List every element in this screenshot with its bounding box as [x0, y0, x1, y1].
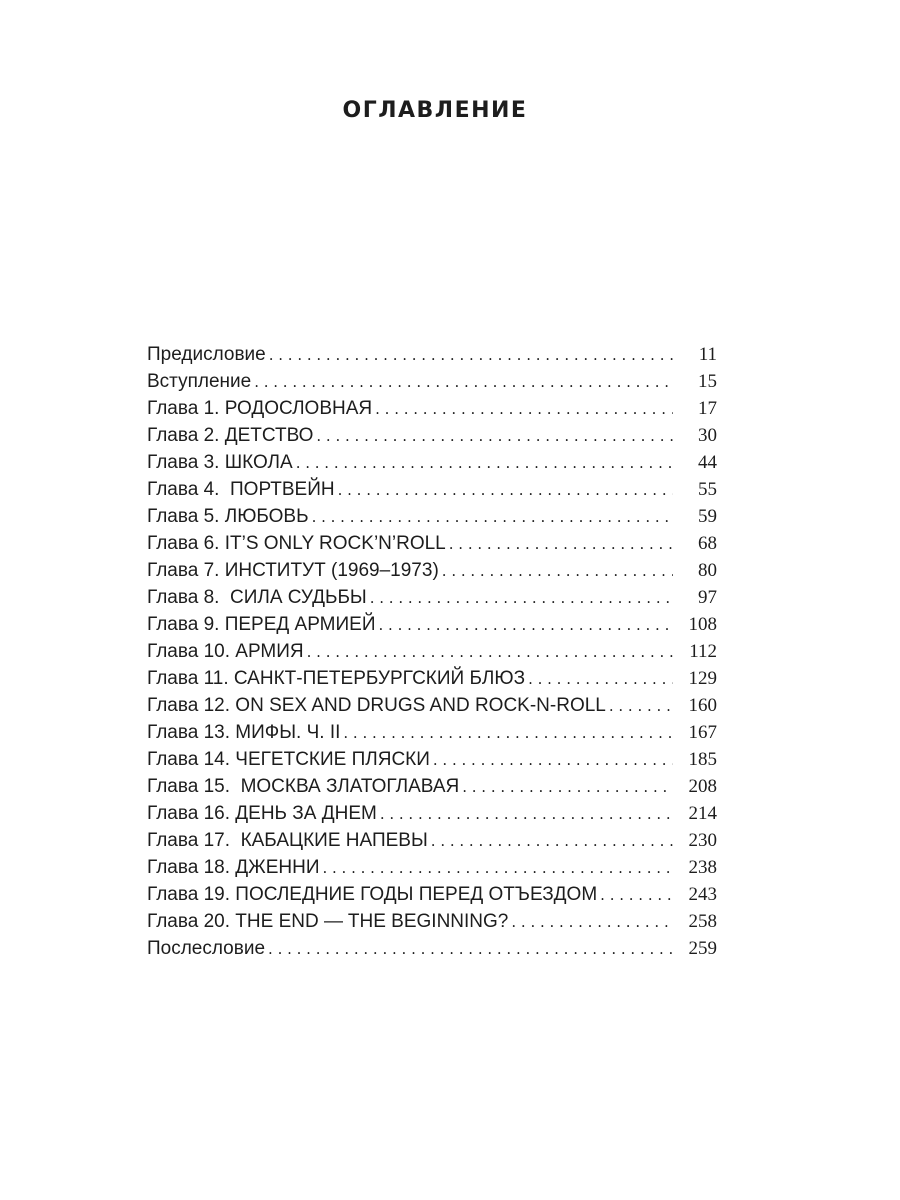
toc-entry-page-number: 243 — [688, 884, 717, 905]
toc-entry-page-number: 55 — [698, 479, 717, 500]
toc-entry[interactable] — [147, 395, 717, 422]
toc-entry-title: Глава 11. САНКТ-ПЕТЕРБУРГСКИЙ БЛЮЗ — [147, 668, 526, 689]
toc-entry-page-number: 238 — [688, 857, 717, 878]
toc-entry-page-number: 15 — [698, 371, 717, 392]
toc-entry-page-number: 97 — [698, 587, 717, 608]
toc-entry[interactable] — [147, 719, 717, 746]
toc-list — [147, 341, 717, 962]
toc-entry-page-number: 68 — [698, 533, 717, 554]
toc-entry-title: Глава 1. РОДОСЛОВНАЯ — [147, 398, 373, 419]
dot-leader — [442, 558, 673, 585]
dot-leader — [380, 801, 673, 828]
page-title: ОГЛАВЛЕНИЕ — [342, 98, 528, 123]
toc-entry[interactable] — [147, 341, 717, 368]
toc-entry-title: Глава 3. ШКОЛА — [147, 452, 293, 473]
dot-leader — [370, 585, 673, 612]
dot-leader — [254, 369, 673, 396]
toc-entry[interactable] — [147, 800, 717, 827]
dot-leader — [449, 531, 673, 558]
dot-leader — [316, 423, 673, 450]
dot-leader — [268, 936, 673, 963]
toc-entry-title: Глава 7. ИНСТИТУТ (1969–1973) — [147, 560, 439, 581]
toc-entry-title: Глава 6. IT’S ONLY ROCK’N’ROLL — [147, 533, 446, 554]
toc-entry-page-number: 112 — [689, 641, 717, 662]
dot-leader — [312, 504, 673, 531]
toc-entry-page-number: 108 — [688, 614, 717, 635]
toc-entry[interactable] — [147, 422, 717, 449]
toc-entry[interactable] — [147, 935, 717, 962]
toc-entry-title: Глава 5. ЛЮБОВЬ — [147, 506, 309, 527]
toc-entry-page-number: 44 — [698, 452, 717, 473]
toc-entry-page-number: 80 — [698, 560, 717, 581]
toc-entry-page-number: 230 — [688, 830, 717, 851]
toc-entry-title: Глава 16. ДЕНЬ ЗА ДНЕМ — [147, 803, 377, 824]
toc-entry-title: Глава 18. ДЖЕННИ — [147, 857, 320, 878]
toc-entry[interactable] — [147, 881, 717, 908]
dot-leader — [338, 477, 673, 504]
toc-entry-page-number: 17 — [698, 398, 717, 419]
toc-entry[interactable] — [147, 611, 717, 638]
toc-entry-title: Глава 17. КАБАЦКИЕ НАПЕВЫ — [147, 830, 428, 851]
toc-entry-title: Глава 10. АРМИЯ — [147, 641, 304, 662]
toc-entry-page-number: 167 — [688, 722, 717, 743]
toc-entry-page-number: 214 — [688, 803, 717, 824]
toc-entry-title: Глава 13. МИФЫ. Ч. II — [147, 722, 341, 743]
dot-leader — [609, 693, 673, 720]
toc-entry[interactable] — [147, 476, 717, 503]
dot-leader — [511, 909, 673, 936]
toc-entry-title: Глава 19. ПОСЛЕДНИЕ ГОДЫ ПЕРЕД ОТЪЕЗДОМ — [147, 884, 598, 905]
toc-entry-title: Глава 14. ЧЕГЕТСКИЕ ПЛЯСКИ — [147, 749, 430, 770]
toc-entry-page-number: 11 — [698, 344, 717, 365]
toc-entry[interactable] — [147, 530, 717, 557]
toc-entry-title: Глава 12. ON SEX AND DRUGS AND ROCK-N-ROLL — [147, 695, 606, 716]
toc-entry-title: Глава 4. ПОРТВЕЙН — [147, 479, 335, 500]
dot-leader — [343, 720, 673, 747]
toc-entry-page-number: 30 — [698, 425, 717, 446]
toc-entry[interactable] — [147, 557, 717, 584]
toc-entry-title: Послесловие — [147, 938, 266, 959]
toc-entry-page-number: 160 — [688, 695, 717, 716]
toc-entry[interactable] — [147, 638, 717, 665]
toc-entry-title: Глава 8. СИЛА СУДЬБЫ — [147, 587, 367, 608]
dot-leader — [322, 855, 673, 882]
toc-entry[interactable] — [147, 854, 717, 881]
dot-leader — [433, 747, 673, 774]
dot-leader — [296, 450, 673, 477]
dot-leader — [600, 882, 673, 909]
dot-leader — [379, 612, 674, 639]
toc-entry-title: Глава 2. ДЕТСТВО — [147, 425, 314, 446]
toc-entry-page-number: 129 — [688, 668, 717, 689]
toc-entry-title: Вступление — [147, 371, 252, 392]
toc-entry-page-number: 59 — [698, 506, 717, 527]
toc-entry[interactable] — [147, 449, 717, 476]
toc-entry[interactable] — [147, 692, 717, 719]
toc-entry-page-number: 185 — [688, 749, 717, 770]
toc-entry[interactable] — [147, 746, 717, 773]
toc-entry-page-number: 208 — [688, 776, 717, 797]
toc-entry[interactable] — [147, 503, 717, 530]
dot-leader — [431, 828, 673, 855]
dot-leader — [375, 396, 673, 423]
dot-leader — [307, 639, 673, 666]
toc-entry[interactable] — [147, 584, 717, 611]
toc-entry[interactable] — [147, 368, 717, 395]
toc-entry-title: Глава 9. ПЕРЕД АРМИЕЙ — [147, 614, 376, 635]
dot-leader — [462, 774, 673, 801]
dot-leader — [528, 666, 673, 693]
toc-entry-page-number: 258 — [688, 911, 717, 932]
dot-leader — [269, 342, 673, 369]
toc-entry[interactable] — [147, 827, 717, 854]
toc-entry-title: Глава 15. МОСКВА ЗЛАТОГЛАВАЯ — [147, 776, 460, 797]
toc-entry-title: Глава 20. THE END — THE BEGINNING? — [147, 911, 509, 932]
toc-entry[interactable] — [147, 665, 717, 692]
toc-entry[interactable] — [147, 908, 717, 935]
toc-entry[interactable] — [147, 773, 717, 800]
toc-entry-page-number: 259 — [688, 938, 717, 959]
toc-entry-title: Предисловие — [147, 344, 266, 365]
